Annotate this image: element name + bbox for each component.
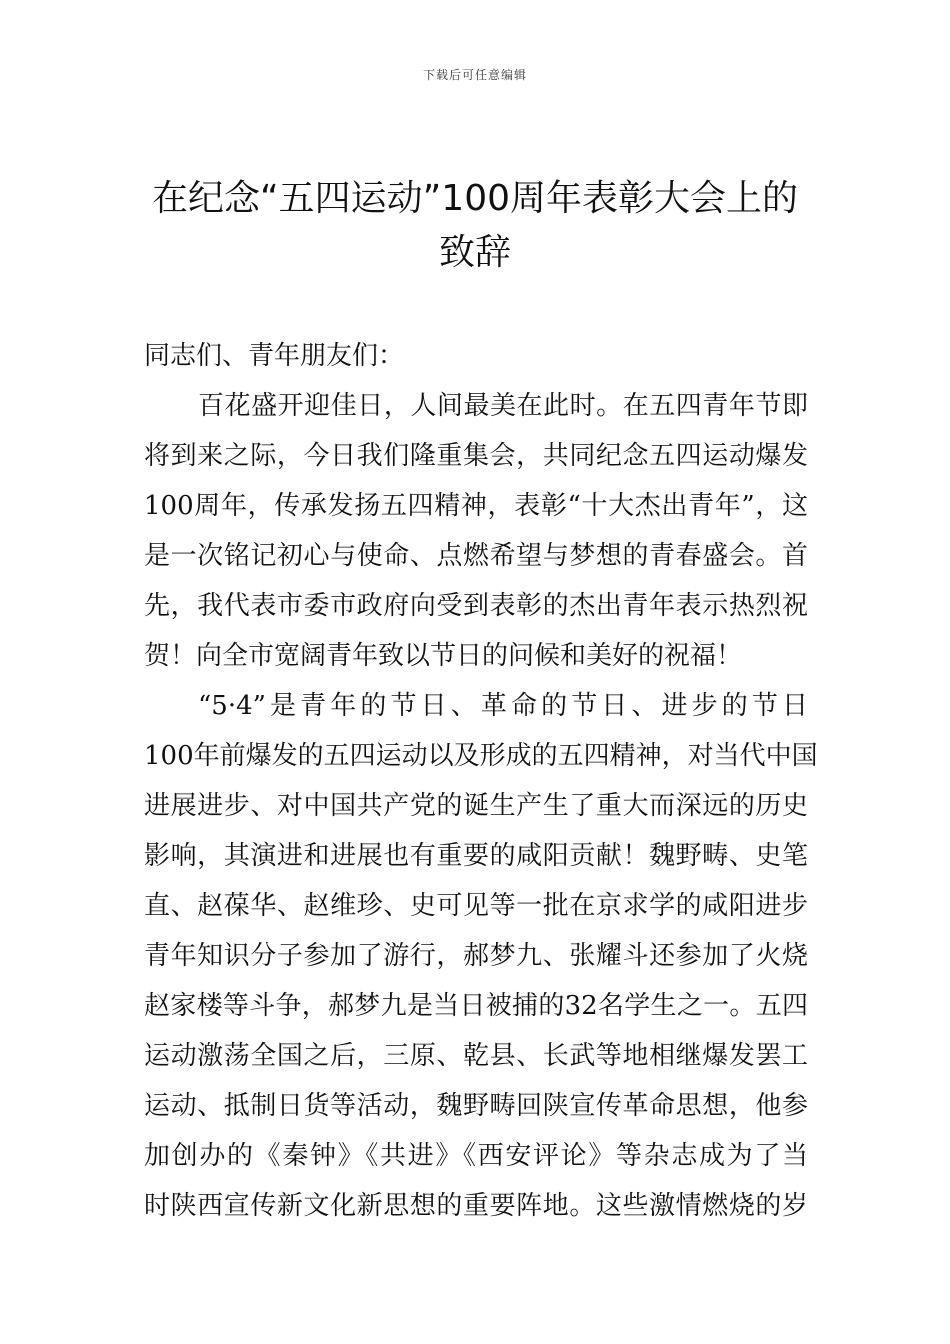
paragraph-line: 运动激荡全国之后，三原、乾县、长武等地相继爆发罢工 [144,1041,808,1071]
header-note: 下载后可任意编辑 [422,68,527,82]
title-line-1: 在纪念“五四运动”100周年表彰大会上的 [151,178,798,219]
paragraph-line: 直、赵葆华、赵维珍、史可见等一批在京求学的咸阳进步 [144,891,808,921]
paragraph-line: 100周年，传承发扬五四精神，表彰“十大杰出青年”，这 [144,491,808,521]
paragraph-line: 青年知识分子参加了游行，郝梦九、张耀斗还参加了火烧 [144,941,808,971]
paragraph-1 [144,381,808,681]
document-title [120,172,830,280]
paragraph-line: 加创办的《秦钟》《共进》《西安评论》等杂志成为了当 [144,1141,808,1171]
paragraph-2 [144,681,818,1231]
paragraph-line: 将到来之际，今日我们隆重集会，共同纪念五四运动爆发 [144,441,808,471]
paragraph-line: 进展进步、对中国共产党的诞生产生了重大而深远的历史 [144,791,808,821]
salutation [144,331,808,381]
paragraph-line: 运动、抵制日货等活动，魏野畴回陕宣传革命思想，他参 [144,1091,808,1121]
paragraph-line: 时陕西宣传新文化新思想的重要阵地。这些激情燃烧的岁 [144,1191,808,1221]
paragraph-line: 影响，其演进和进展也有重要的咸阳贡献！魏野畴、史笔 [144,841,808,871]
document-body [144,331,818,1231]
title-line-2: 致辞 [438,232,511,273]
paragraph-line: 百花盛开迎佳日，人间最美在此时。在五四青年节即 [198,391,808,421]
paragraph-line: 是一次铭记初心与使命、点燃希望与梦想的青春盛会。首 [144,541,808,571]
salutation-text: 同志们、青年朋友们： [144,341,405,371]
paragraph-line: “5·4”是青年的节日、革命的节日、进步的节日 [198,691,808,721]
paragraph-line: 100年前爆发的五四运动以及形成的五四精神，对当代中国 [144,741,818,771]
paragraph-line: 赵家楼等斗争，郝梦九是当日被捕的32名学生之一。五四 [144,991,808,1021]
paragraph-line: 贺！向全市宽阔青年致以节日的问候和美好的祝福！ [144,641,743,671]
paragraph-line: 先，我代表市委市政府向受到表彰的杰出青年表示热烈祝 [144,591,808,621]
